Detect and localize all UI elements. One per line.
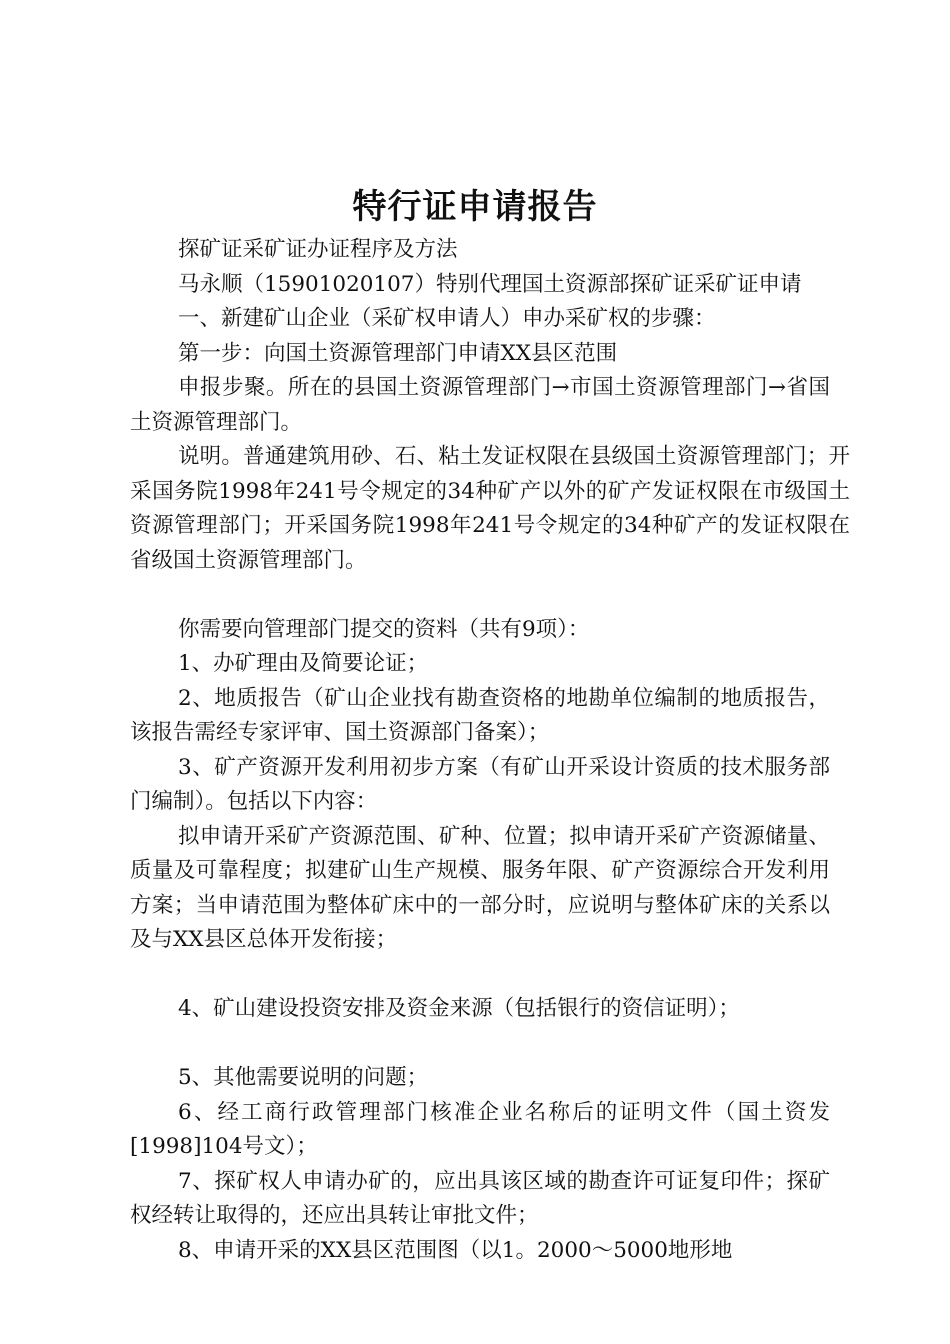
paragraph: 7、探矿权人申请办矿的，应出具该区域的勘查许可证复印件；探矿权经转让取得的，还应出具转让审批文件； [130, 1168, 830, 1228]
paragraph: 1、办矿理由及简要论证； [178, 651, 429, 676]
paragraph: 拟申请开采矿产资源范围、矿种、位置；拟申请开采矿产资源储量、质量及可靠程度；拟建矿山生产规模、服务年限、矿产资源综合开发利用方案；当申请范围为整体矿床中的一部分时，应说明与整体矿床的关系以及与XX县区总体开发衔接； [130, 823, 830, 952]
paragraph: 第一步：向国土资源管理部门申请XX县区范围 [178, 340, 618, 366]
document-body [130, 233, 850, 1268]
paragraph: 5、其他需要说明的问题； [178, 1065, 429, 1090]
document-title: 特行证申请报告 [352, 187, 598, 227]
paragraph: 2、地质报告（矿山企业找有勘查资格的地勘单位编制的地质报告，该报告需经专家评审、国土资源部门备案）； [130, 685, 830, 745]
paragraph: 4、矿山建设投资安排及资金来源（包括银行的资信证明）； [178, 996, 740, 1021]
paragraph: 马永顺（15901020107）特别代理国土资源部探矿证采矿证申请 [178, 271, 802, 297]
paragraph: 探矿证采矿证办证程序及方法 [178, 237, 458, 262]
paragraph: 3、矿产资源开发利用初步方案（有矿山开采设计资质的技术服务部门编制）。包括以下内容： [130, 754, 830, 814]
paragraph: 6、经工商行政管理部门核准企业名称后的证明文件（国土资发[1998]104号文）； [130, 1099, 830, 1159]
paragraph: 一、新建矿山企业（采矿权申请人）申办采矿权的步骤： [178, 306, 716, 331]
paragraph: 8、申请开采的XX县区范围图（以1。2000～5000地形地 [178, 1237, 733, 1263]
paragraph: 申报步聚。所在的县国土资源管理部门→市国土资源管理部门→省国土资源管理部门。 [130, 375, 830, 435]
paragraph: 你需要向管理部门提交的资料（共有9项）： [178, 616, 590, 642]
paragraph: 说明。普通建筑用砂、石、粘土发证权限在县级国土资源管理部门；开采国务院1998年241号令规定的34种矿产以外的矿产发证权限在市级国土资源管理部门；开采国务院1998年241号令规定的34种矿产的发证权限在省级国土资源管理部门。 [130, 444, 850, 573]
